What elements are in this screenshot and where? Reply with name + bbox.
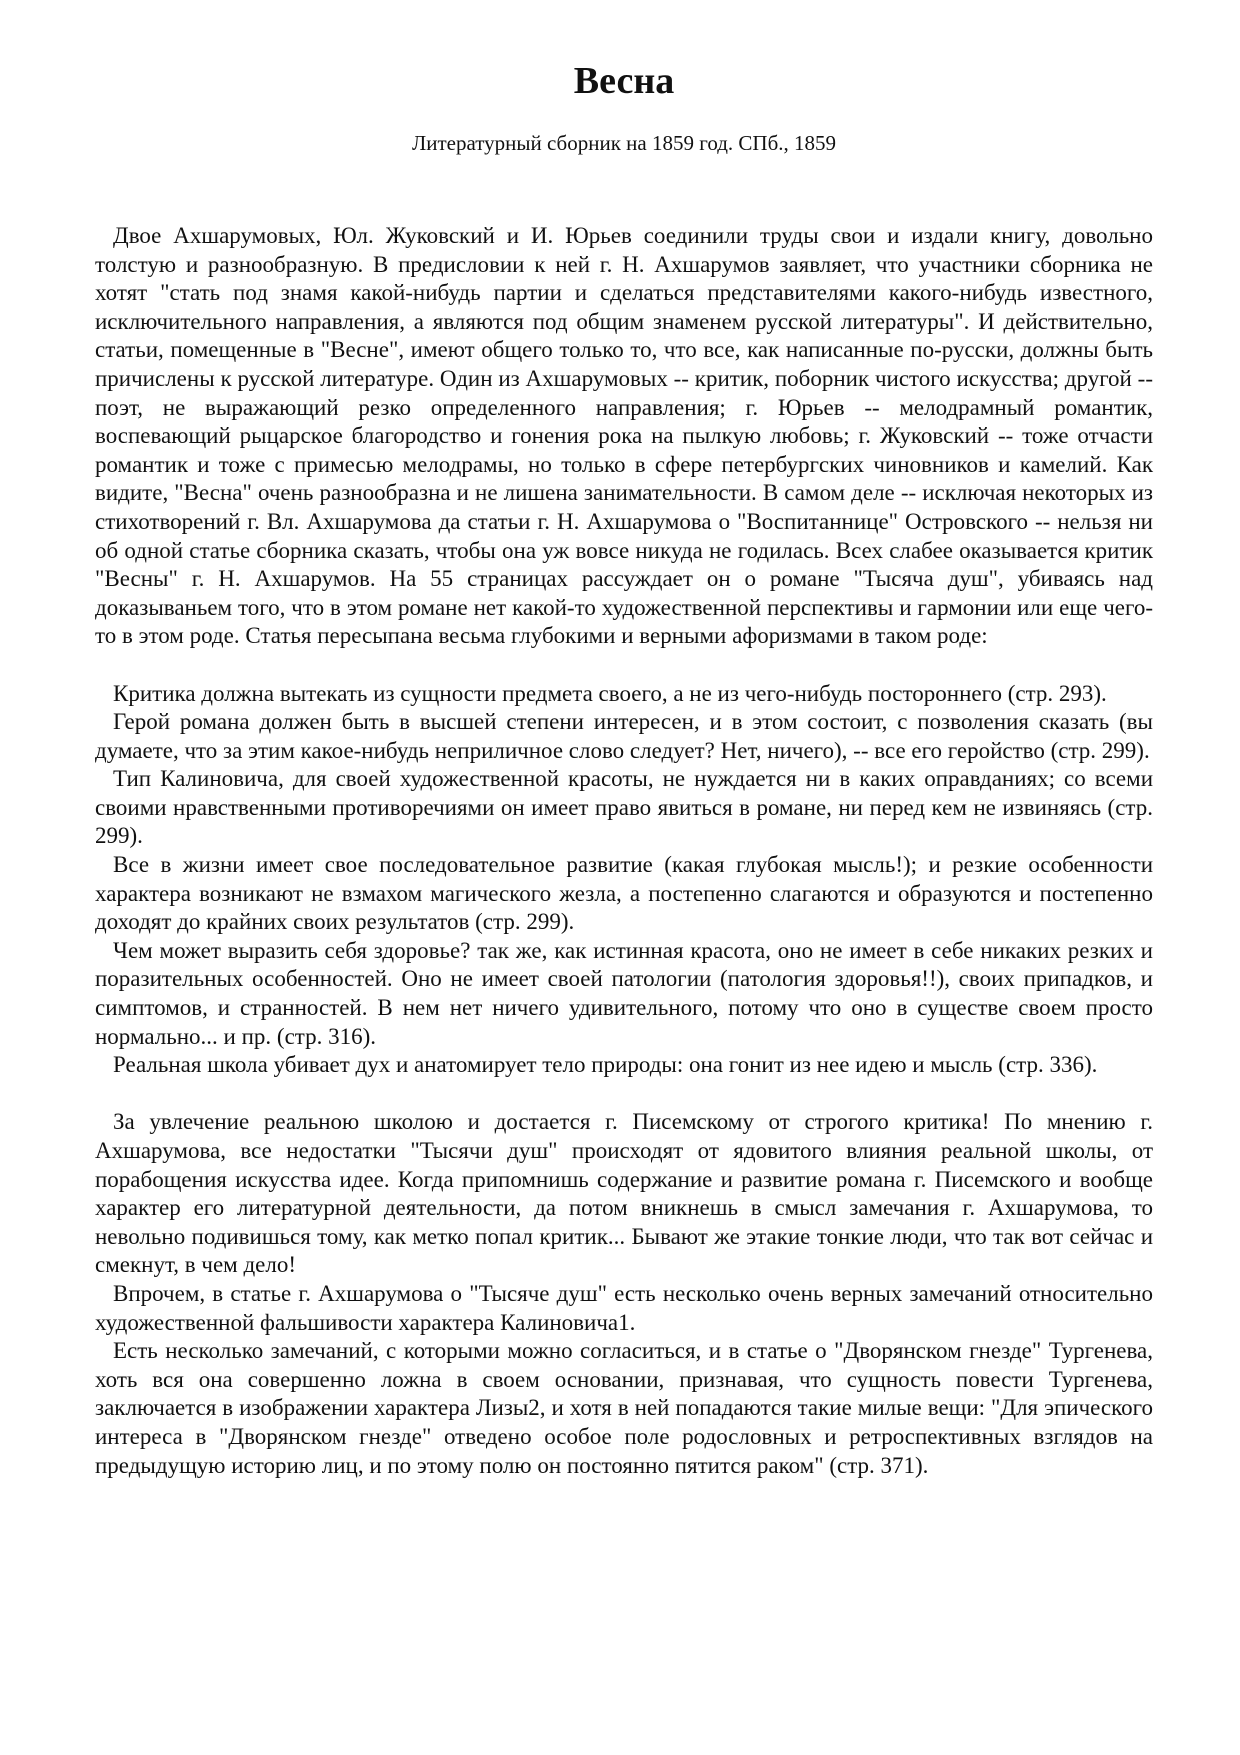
paragraph: Есть несколько замечаний, с которыми можно согласиться, и в статье о "Дворянском гнезде" Тургенева, хоть вся она совершенно ложна в своем основании, признавая, что сущность повести Тургенева, заключается в изображении характера Лизы2, и хотя в ней попадаются такие милые вещи: "Для эпического интереса в "Дворянском гнезде" отведено особое поле родословных и ретроспективных взглядов на предыдущую историю лиц, и по этому полю он постоянно пятится раком" (стр. 371). [95, 1338, 1153, 1478]
paragraph-spacer [95, 651, 1153, 680]
page-subtitle: Литературный сборник на 1859 год. СПб., 1859 [411, 131, 837, 155]
quote-paragraph: Герой романа должен быть в высшей степени интересен, и в этом состоит, с позволения сказать (вы думаете, что за этим какое-нибудь неприличное слово следует? Нет, ничего), -- все его геройство (стр. 299). [95, 709, 1153, 763]
paragraph: Двое Ахшарумовых, Юл. Жуковский и И. Юрьев соединили труды свои и издали книгу, довольно толстую и разнообразную. В предисловии к ней г. Н. Ахшарумов заявляет, что участники сборника не хотят "стать под знамя какой-нибудь партии и сделаться представителями какого-нибудь известного, исключительного направления, а являются под общим знаменем русской литературы". И действительно, статьи, помещенные в "Весне", имеют общего только то, что все, как написанные по-русски, должны быть причислены к русской литературе. Один из Ахшарумовых -- критик, поборник чистого искусства; другой -- поэт, не выражающий резко определенного направления; г. Юрьев -- мелодрамный романтик, воспевающий рыцарское благородство и гонения рока на пылкую любовь; г. Жуковский -- тоже отчасти романтик и тоже с примесью мелодрамы, но только в сфере петербургских чиновников и камелий. Как видите, "Весна" очень разнообразна и не лишена занимательности. В самом деле -- исключая некоторых из стихотворений г. Вл. Ахшарумова да статьи г. Н. Ахшарумова о "Воспитаннице" Островского -- нельзя ни об одной статье сборника сказать, чтобы она уж вовсе никуда не годилась. Всех слабее оказывается критик "Весны" г. Н. Ахшарумов. На 55 страницах рассуждает он о романе "Тысяча душ", убиваясь над доказываньем того, что в этом романе нет какой-то художественной перспективы и гармонии или еще чего-то в этом роде. Статья пересыпана весьма глубокими и верными афоризмами в таком роде: [95, 223, 1153, 649]
paragraph: За увлечение реальною школою и достается г. Писемскому от строгого критика! По мнению г. Ахшарумова, все недостатки "Тысячи душ" происходят от ядовитого влияния реальной школы, от порабощения искусства идее. Когда припомнишь содержание и развитие романа г. Писемского и вообще характер его литературной деятельности, да потом вникнешь в смысл замечания г. Ахшарумова, то невольно подивишься тому, как метко попал критик... Бывают же этакие тонкие люди, что так вот сейчас и смекнут, в чем дело! [95, 1109, 1153, 1278]
quote-paragraph: Все в жизни имеет свое последовательное развитие (какая глубокая мысль!); и резкие особенности характера возникают не взмахом магического жезла, а постепенно слагаются и образуются и постепенно доходят до крайних своих результатов (стр. 299). [95, 852, 1153, 935]
quote-paragraph: Критика должна вытекать из сущности предмета своего, а не из чего-нибудь постороннего (стр. 293). [113, 680, 1107, 706]
paragraph-spacer [95, 1080, 1153, 1109]
document-body [95, 222, 1153, 1480]
quote-paragraph: Реальная школа убивает дух и анатомирует тело природы: она гонит из нее идею и мысль (стр. 336). [113, 1052, 1098, 1078]
paragraph: Впрочем, в статье г. Ахшарумова о "Тысяче душ" есть несколько очень верных замечаний относительно художественной фальшивости характера Калиновича1. [95, 1280, 1153, 1335]
quote-paragraph: Тип Калиновича, для своей художественной красоты, не нуждается ни в каких оправданиях; со всеми своими нравственными противоречиями он имеет право явиться в романе, ни перед кем не извиняясь (стр. 299). [95, 766, 1153, 849]
page-title: Весна [573, 60, 675, 102]
quote-paragraph: Чем может выразить себя здоровье? так же, как истинная красота, оно не имеет в себе никаких резких и поразительных особенностей. Оно не имеет своей патологии (патология здоровья!!), своих припадков, и симптомов, и странностей. В нем нет ничего удивительного, потому что оно в существе своем просто нормально... и пр. (стр. 316). [95, 937, 1153, 1049]
document-page [95, 0, 1153, 1480]
